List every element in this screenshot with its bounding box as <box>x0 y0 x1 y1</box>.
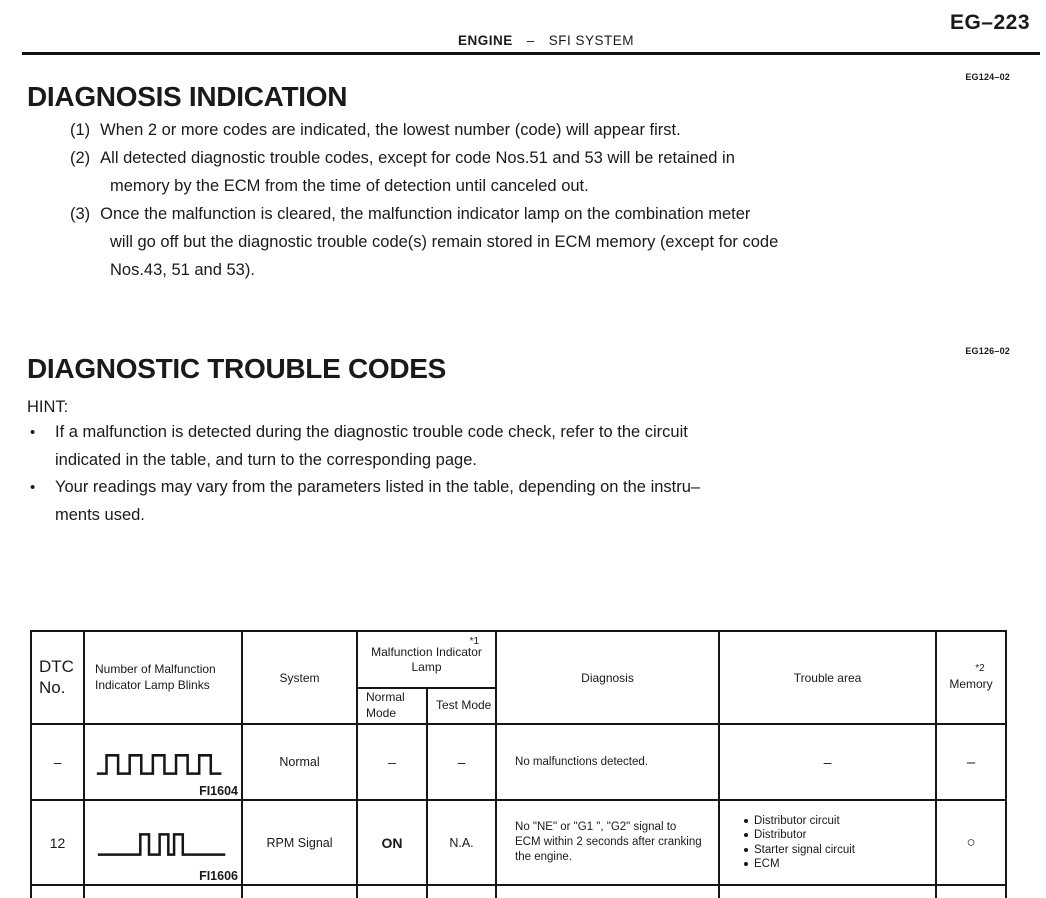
normal-mode-cell: ON <box>357 800 427 885</box>
item-number: (3) <box>70 205 91 223</box>
running-header-system: SFI SYSTEM <box>548 33 635 48</box>
item-text: memory by the ECM from the time of detection until canceled out. <box>110 177 589 195</box>
page-number: EG–223 <box>949 11 1030 34</box>
running-header-section: ENGINE <box>458 33 513 48</box>
diagnosis-line: ECM within 2 seconds after cranking <box>515 836 702 849</box>
test-mode-cell: – <box>427 724 496 800</box>
bullet-text: indicated in the table, and turn to the corresponding page. <box>55 450 477 469</box>
diagnosis-cell <box>496 800 719 885</box>
item-text: Nos.43, 51 and 53). <box>110 261 255 279</box>
diagnosis-line: the engine. <box>515 850 572 863</box>
waveform-figure-label: FI1606 <box>199 869 238 883</box>
col-header-trouble-area: Trouble area <box>719 631 936 724</box>
trouble-area-item: ECM <box>744 857 935 871</box>
col-header-diagnosis: Diagnosis <box>496 631 719 724</box>
bullet-item <box>30 419 980 474</box>
system-cell: Normal <box>242 724 357 800</box>
table-row <box>31 800 1006 885</box>
trouble-area-cell <box>719 800 936 885</box>
bullet-item <box>30 474 980 529</box>
diagnosis-line: No "NE" or "G1 ", "G2" signal to <box>515 821 677 834</box>
list-item <box>70 116 1000 144</box>
hint-bullet-list <box>30 419 980 529</box>
hint-label: HINT: <box>27 398 69 416</box>
memory-cell: – <box>936 724 1006 800</box>
dtc-no-cell: 12 <box>31 800 84 885</box>
normal-mode-cell: – <box>357 724 427 800</box>
bullet-icon: • <box>30 424 36 441</box>
diagnosis-cell: No malfunctions detected. <box>496 724 719 800</box>
item-text: All detected diagnostic trouble codes, except for code Nos.51 and 53 will be retained in <box>100 149 735 167</box>
test-mode-cell: N.A. <box>427 800 496 885</box>
section1-refcode: EG124–02 <box>965 72 1010 82</box>
blink-pattern-cell <box>84 724 242 800</box>
footnote-mark-2: *2 <box>975 663 985 675</box>
trouble-area-item: Starter signal circuit <box>744 843 935 857</box>
blink-waveform-code12 <box>93 822 233 868</box>
section1-title: DIAGNOSIS INDICATION <box>27 81 348 112</box>
section2-title: DIAGNOSTIC TROUBLE CODES <box>27 353 447 384</box>
bullet-text: ments used. <box>55 505 145 524</box>
running-header-dash: – <box>526 33 535 48</box>
col-header-mil-label: Malfunction Indicator Lamp <box>371 644 482 674</box>
col-header-memory <box>936 631 1006 724</box>
item-text: will go off but the diagnostic trouble code(s) remain stored in ECM memory (except for code <box>110 233 779 251</box>
blink-waveform-normal <box>93 742 233 786</box>
footnote-mark-1: *1 <box>469 636 480 647</box>
running-header <box>458 33 634 48</box>
table-row-partial <box>31 885 1006 898</box>
col-header-memory-label: Memory <box>949 677 993 692</box>
diagnosis-indication-list <box>70 116 1000 284</box>
item-text: When 2 or more codes are indicated, the lowest number (code) will appear first. <box>100 121 681 139</box>
bullet-text: If a malfunction is detected during the diagnostic trouble code check, refer to the circuit <box>55 423 688 441</box>
col-header-blinks: Number of Malfunction Indicator Lamp Blinks <box>84 631 242 724</box>
trouble-area-cell: – <box>719 724 936 800</box>
col-header-dtc-no: DTC No. <box>31 631 84 724</box>
col-header-normal-mode: Normal Mode <box>357 688 427 724</box>
trouble-area-item: Distributor circuit <box>744 814 935 828</box>
item-number: (1) <box>70 121 91 139</box>
table-row <box>31 724 1006 800</box>
memory-cell: ○ <box>936 800 1006 885</box>
dtc-table <box>30 630 1007 898</box>
bullet-text: Your readings may vary from the parameters listed in the table, depending on the instru– <box>55 478 701 496</box>
list-item <box>70 144 1000 200</box>
col-header-mil <box>357 631 496 688</box>
header-rule <box>22 52 1040 55</box>
item-number: (2) <box>70 149 91 167</box>
trouble-area-item: Distributor <box>744 828 935 842</box>
col-header-test-mode: Test Mode <box>427 688 496 724</box>
blink-pattern-cell <box>84 800 242 885</box>
bullet-icon: • <box>30 479 36 496</box>
dtc-no-cell: – <box>31 724 84 800</box>
waveform-figure-label: FI1604 <box>199 784 238 798</box>
section2-refcode: EG126–02 <box>965 346 1010 356</box>
col-header-system: System <box>242 631 357 724</box>
list-item <box>70 200 1000 284</box>
item-text: Once the malfunction is cleared, the malfunction indicator lamp on the combination meter <box>100 205 751 223</box>
system-cell: RPM Signal <box>242 800 357 885</box>
